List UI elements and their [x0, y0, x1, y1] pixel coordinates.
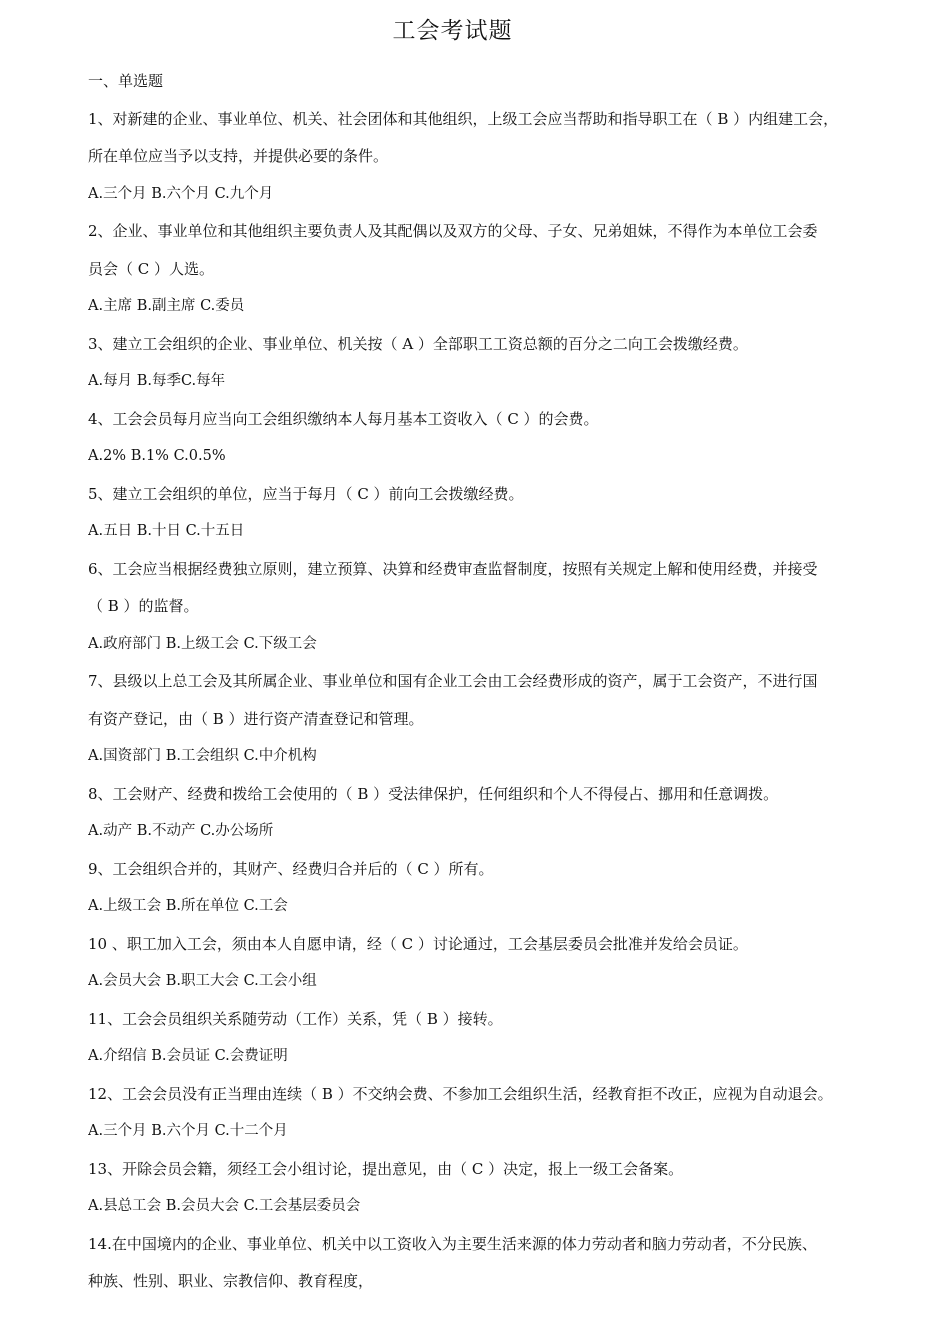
answer-options: A.主席 B.副主席 C.委员 [88, 298, 245, 314]
question-line: 12、工会会员没有正当理由连续（ B ）不交纳会费、不参加工会组织生活，经教育拒不改正，应视为自动退会。 [88, 1084, 833, 1103]
answer-options: A.介绍信 B.会员证 C.会费证明 [88, 1048, 288, 1064]
document-body [88, 63, 910, 1301]
question-line: 员会（ C ）人选。 [88, 259, 215, 278]
question-line: 种族、性别、职业、宗教信仰、教育程度， [88, 1272, 374, 1290]
question-line: 11、工会会员组织关系随劳动（工作）关系，凭（ B ）接转。 [88, 1009, 503, 1028]
question-line: 4、工会会员每月应当向工会组织缴纳本人每月基本工资收入（ C ）的会费。 [88, 409, 599, 428]
section-heading: 一、单选题 [88, 72, 164, 90]
question-line: 10 、职工加入工会，须由本人自愿申请，经（ C ）讨论通过，工会基层委员会批准并发给会员证。 [88, 934, 748, 953]
question-line: 7、县级以上总工会及其所属企业、事业单位和国有企业工会由工会经费形成的资产，属于工会资产，不进行国 [88, 672, 818, 690]
answer-options: A.动产 B.不动产 C.办公场所 [88, 823, 274, 839]
answer-options: A.会员大会 B.职工大会 C.工会小组 [88, 973, 317, 989]
answer-options: A.2% B.1% C.0.5% [88, 448, 226, 464]
question-line: 5、建立工会组织的单位，应当于每月（ C ）前向工会拨缴经费。 [88, 484, 524, 503]
answer-options: A.五日 B.十日 C.十五日 [88, 523, 245, 539]
answer-options: A.国资部门 B.工会组织 C.中介机构 [88, 748, 317, 764]
answer-options: A.三个月 B.六个月 C.十二个月 [88, 1123, 288, 1139]
question-line: 8、工会财产、经费和拨给工会使用的（ B ）受法律保护，任何组织和个人不得侵占、挪用和任意调拨。 [88, 784, 779, 803]
question-line: 1、对新建的企业、事业单位、机关、社会团体和其他组织，上级工会应当帮助和指导职工在（ B ）内组建工会， [88, 109, 839, 128]
question-line: 13、开除会员会籍，须经工会小组讨论，提出意见，由（ C ）决定，报上一级工会备案。 [88, 1159, 684, 1178]
answer-options: A.县总工会 B.会员大会 C.工会基层委员会 [88, 1198, 361, 1214]
answer-options: A.上级工会 B.所在单位 C.工会 [88, 898, 288, 914]
document-title: 工会考试题 [392, 18, 513, 44]
question-line: 有资产登记，由（ B ）进行资产清查登记和管理。 [88, 709, 424, 728]
question-line: （ B ）的监督。 [88, 597, 199, 615]
answer-options: A.三个月 B.六个月 C.九个月 [88, 185, 274, 202]
question-line: 所在单位应当予以支持，并提供必要的条件。 [88, 147, 389, 165]
question-line: 2、企业、事业单位和其他组织主要负责人及其配偶以及双方的父母、子女、兄弟姐妹，不得作为本单位工会委 [88, 222, 818, 240]
answer-options: A.每月 B.每季C.每年 [88, 373, 226, 389]
question-line: 6、工会应当根据经费独立原则，建立预算、决算和经费审查监督制度，按照有关规定上解和使用经费，并接受 [88, 559, 818, 578]
answer-options: A.政府部门 B.上级工会 C.下级工会 [88, 635, 317, 652]
question-line: 14.在中国境内的企业、事业单位、机关中以工资收入为主要生活来源的体力劳动者和脑力劳动者，不分民族、 [88, 1234, 817, 1253]
question-line: 3、建立工会组织的企业、事业单位、机关按（ A ）全部职工工资总额的百分之二向工会拨缴经费。 [88, 334, 748, 353]
question-line: 9、工会组织合并的，其财产、经费归合并后的（ C ）所有。 [88, 859, 494, 878]
